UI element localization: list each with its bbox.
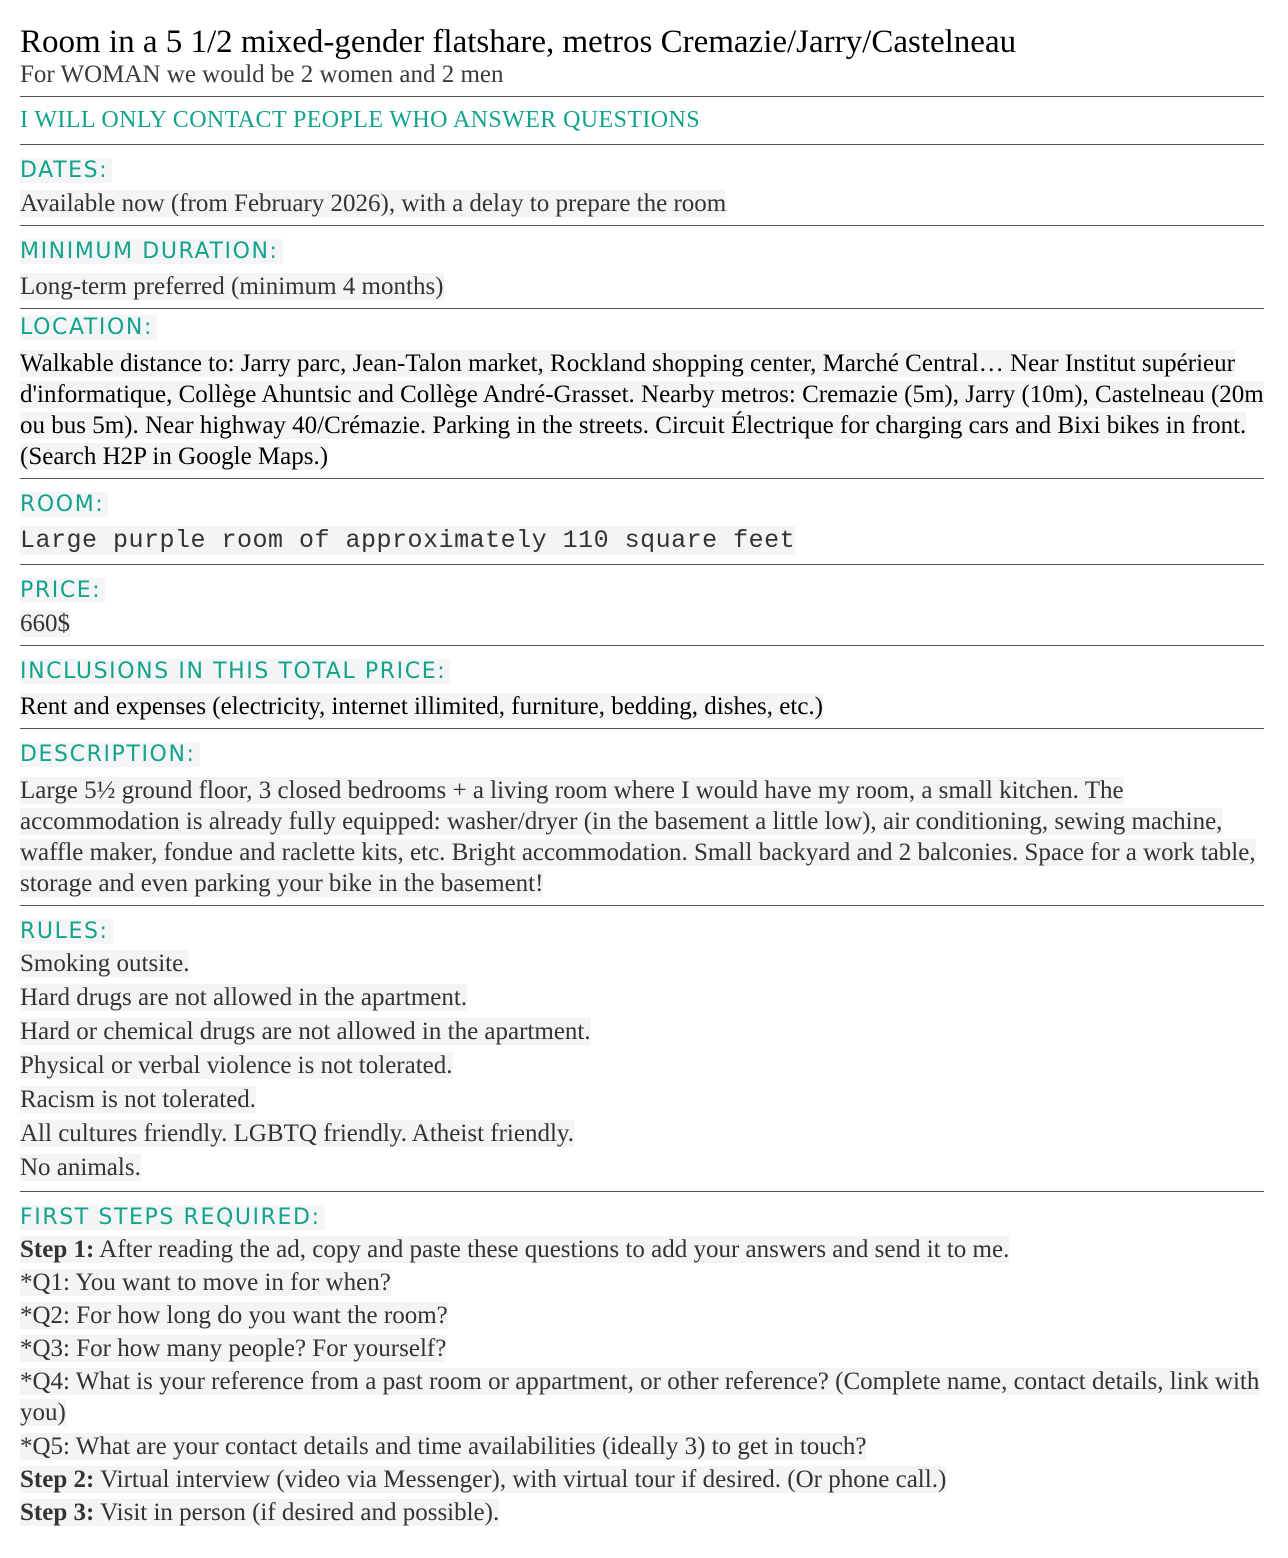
section-label-first-steps: FIRST STEPS REQUIRED:: [20, 1192, 1264, 1231]
rule-item: All cultures friendly. LGBTQ friendly. Atheist friendly.: [20, 1120, 575, 1147]
section-label-dates: DATES:: [20, 145, 1264, 184]
page-title: Room in a 5 1/2 mixed-gender flatshare, metros Cremazie/Jarry/Castelneau: [20, 24, 1017, 60]
section-label-location: LOCATION:: [20, 309, 1264, 341]
section-label-inclusions: INCLUSIONS IN THIS TOTAL PRICE:: [20, 646, 1264, 685]
rule-item: Smoking outsite.: [20, 950, 190, 977]
step-3-text: Visit in person (if desired and possible).: [94, 1499, 500, 1526]
page-subtitle: For WOMAN we would be 2 women and 2 men: [20, 61, 504, 88]
question-item: *Q3: For how many people? For yourself?: [20, 1335, 447, 1362]
question-item: *Q4: What is your reference from a past room or appartment, or other reference? (Complete name, contact details, link with you): [20, 1368, 1260, 1426]
section-text-price: 660$: [20, 610, 70, 637]
rule-item: No animals.: [20, 1154, 141, 1181]
question-item: *Q1: You want to move in for when?: [20, 1269, 391, 1296]
section-text-location: Walkable distance to: Jarry parc, Jean-Talon market, Rockland shopping center, Marché Central… Near Institut supérieur d'informatique, Collège Ahuntsic and Collège André-Grasset. Nearby metros: Cremazie (5m), Jarry (10m), Castelneau (20m ou bus 5m). Near highway 40/Crémazie. Parking in the streets. Circuit Électrique for charging cars and Bixi bikes in front. (Search H2P in Google Maps.): [20, 350, 1264, 470]
step-2-label: Step 2:: [20, 1466, 95, 1493]
rule-item: Hard drugs are not allowed in the apartment.: [20, 984, 468, 1011]
rule-item: Physical or verbal violence is not tolerated.: [20, 1052, 453, 1079]
section-label-rules: RULES:: [20, 906, 1264, 945]
section-label-price: PRICE:: [20, 565, 1264, 604]
question-item: *Q5: What are your contact details and time availabilities (ideally 3) to get in touch?: [20, 1433, 867, 1460]
section-label-room: ROOM:: [20, 479, 1264, 518]
section-text-min-duration: Long-term preferred (minimum 4 months): [20, 273, 444, 300]
step-2-text: Virtual interview (video via Messenger), with virtual tour if desired. (Or phone call.): [94, 1466, 947, 1493]
steps-list: [20, 1231, 1264, 1529]
section-text-inclusions: Rent and expenses (electricity, internet illimited, furniture, bedding, dishes, etc.): [20, 693, 823, 720]
notice-banner: I WILL ONLY CONTACT PEOPLE WHO ANSWER QUESTIONS: [20, 107, 701, 133]
step-3: [20, 1496, 1264, 1529]
step-1-text: After reading the ad, copy and paste these questions to add your answers and send it to me.: [94, 1236, 1010, 1263]
listing: [20, 22, 1264, 1529]
rule-item: Hard or chemical drugs are not allowed in the apartment.: [20, 1018, 591, 1045]
step-1-label: Step 1:: [20, 1236, 95, 1263]
step-1: [20, 1233, 1264, 1266]
section-label-description: DESCRIPTION:: [20, 729, 1264, 768]
section-text-dates: Available now (from February 2026), with a delay to prepare the room: [20, 190, 727, 217]
question-item: *Q2: For how long do you want the room?: [20, 1302, 448, 1329]
section-label-min-duration: MINIMUM DURATION:: [20, 226, 1264, 265]
rules-list: [20, 945, 1264, 1191]
step-2: [20, 1463, 1264, 1496]
step-3-label: Step 3:: [20, 1499, 95, 1526]
rule-item: Racism is not tolerated.: [20, 1086, 257, 1113]
section-text-room: Large purple room of approximately 110 square feet: [20, 526, 796, 555]
section-text-description: Large 5½ ground floor, 3 closed bedrooms + a living room where I would have my room, a small kitchen. The accommodation is already fully equipped: washer/dryer (in the basement a little low), air conditioning, sewing machine, waffle maker, fondue and raclette kits, etc. Bright accommodation. Small backyard and 2 balconies. Space for a work table, storage and even parking your bike in the basement!: [20, 777, 1256, 897]
